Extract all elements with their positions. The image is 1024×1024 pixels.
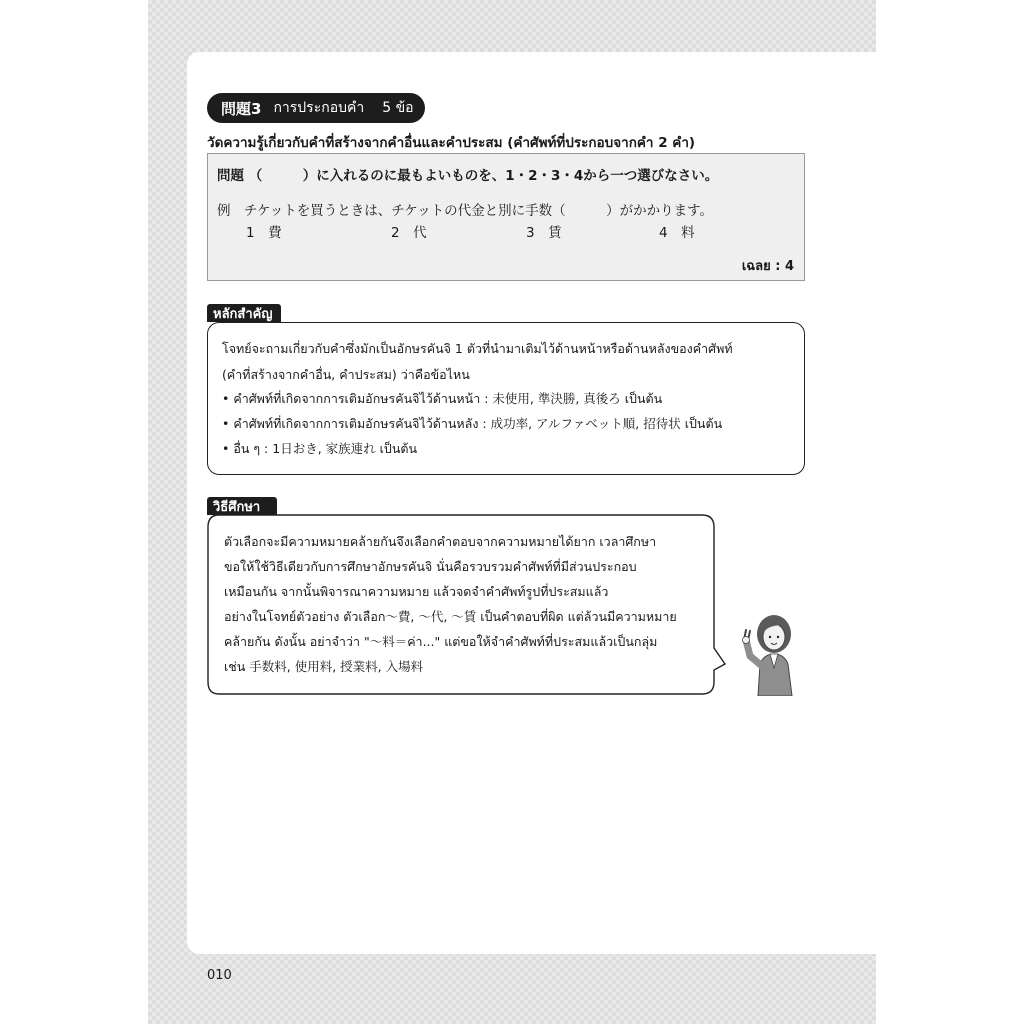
- option-3: 3 賃: [526, 225, 562, 241]
- study-method-bubble: [207, 514, 727, 696]
- key-point-line: • คำศัพท์ที่เกิดจากการเติมอักษรคันจิไว้ด้านหลัง : 成功率, アルファベット順, 招待状 เป็นต้น: [222, 416, 723, 431]
- teacher-icon: [740, 612, 798, 696]
- answer-label: เฉลย : 4: [741, 259, 794, 274]
- teacher-illustration: [740, 612, 798, 696]
- study-line: อย่างในโจทย์ตัวอย่าง ตัวเลือก〜費, 〜代, 〜賃 เป็นคำตอบที่ผิด แต่ล้วนมีความหมาย: [224, 609, 677, 624]
- option-1: 1 費: [246, 225, 282, 241]
- page-number: 010: [207, 968, 232, 983]
- example-question-box: [207, 153, 805, 281]
- question-instruction: 問題 （ ）に入れるのに最もよいものを、1・2・3・4から一つ選びなさい。: [217, 168, 719, 184]
- study-method-tab: วิธีศึกษา: [207, 497, 277, 515]
- section-subtitle: วัดความรู้เกี่ยวกับคำที่สร้างจากคำอื่นและคำประสม (คำศัพท์ที่ประกอบจากคำ 2 คำ): [207, 135, 696, 151]
- study-line: เหมือนกัน จากนั้นพิจารณาความหมาย แล้วจดจำคำศัพท์รูปที่ประสมแล้ว: [224, 584, 609, 599]
- question-count: 5 ข้อ: [382, 100, 414, 116]
- section-header-pill: [207, 93, 425, 123]
- key-point-line: (คำที่สร้างจากคำอื่น, คำประสม) ว่าคือข้อไหน: [222, 367, 470, 382]
- section-label-ja: 問題3: [221, 99, 262, 118]
- key-points-tab: หลักสำคัญ: [207, 304, 281, 322]
- example-sentence: 例 チケットを買うときは、チケットの代金と別に手数（ ）がかかります。: [217, 203, 713, 219]
- study-line: คล้ายกัน ดังนั้น อย่าจำว่า "〜料＝ค่า..." แต่ขอให้จำคำศัพท์ที่ประสมแล้วเป็นกลุ่ม: [224, 634, 658, 649]
- option-2: 2 代: [391, 225, 427, 241]
- study-line: เช่น 手数料, 使用料, 授業料, 入場料: [224, 659, 424, 674]
- key-point-line: • คำศัพท์ที่เกิดจากการเติมอักษรคันจิไว้ด้านหน้า : 未使用, 準決勝, 真後ろ เป็นต้น: [222, 391, 663, 406]
- study-line: ตัวเลือกจะมีความหมายคล้ายกันจึงเลือกคำตอบจากความหมายได้ยาก เวลาศึกษา: [224, 534, 657, 549]
- key-points-box: [207, 322, 805, 475]
- key-point-line: • อื่น ๆ : 1日おき, 家族連れ เป็นต้น: [222, 441, 418, 456]
- option-4: 4 料: [659, 225, 695, 241]
- study-line: ขอให้ใช้วิธีเดียวกับการศึกษาอักษรคันจิ นั่นคือรวบรวมคำศัพท์ที่มีส่วนประกอบ: [224, 559, 637, 574]
- section-label-th: การประกอบคำ: [273, 100, 365, 116]
- key-point-line: โจทย์จะถามเกี่ยวกับคำซึ่งมักเป็นอักษรคันจิ 1 ตัวที่นำมาเติมไว้ด้านหน้าหรือด้านหลังของคำศัพท์: [222, 341, 733, 356]
